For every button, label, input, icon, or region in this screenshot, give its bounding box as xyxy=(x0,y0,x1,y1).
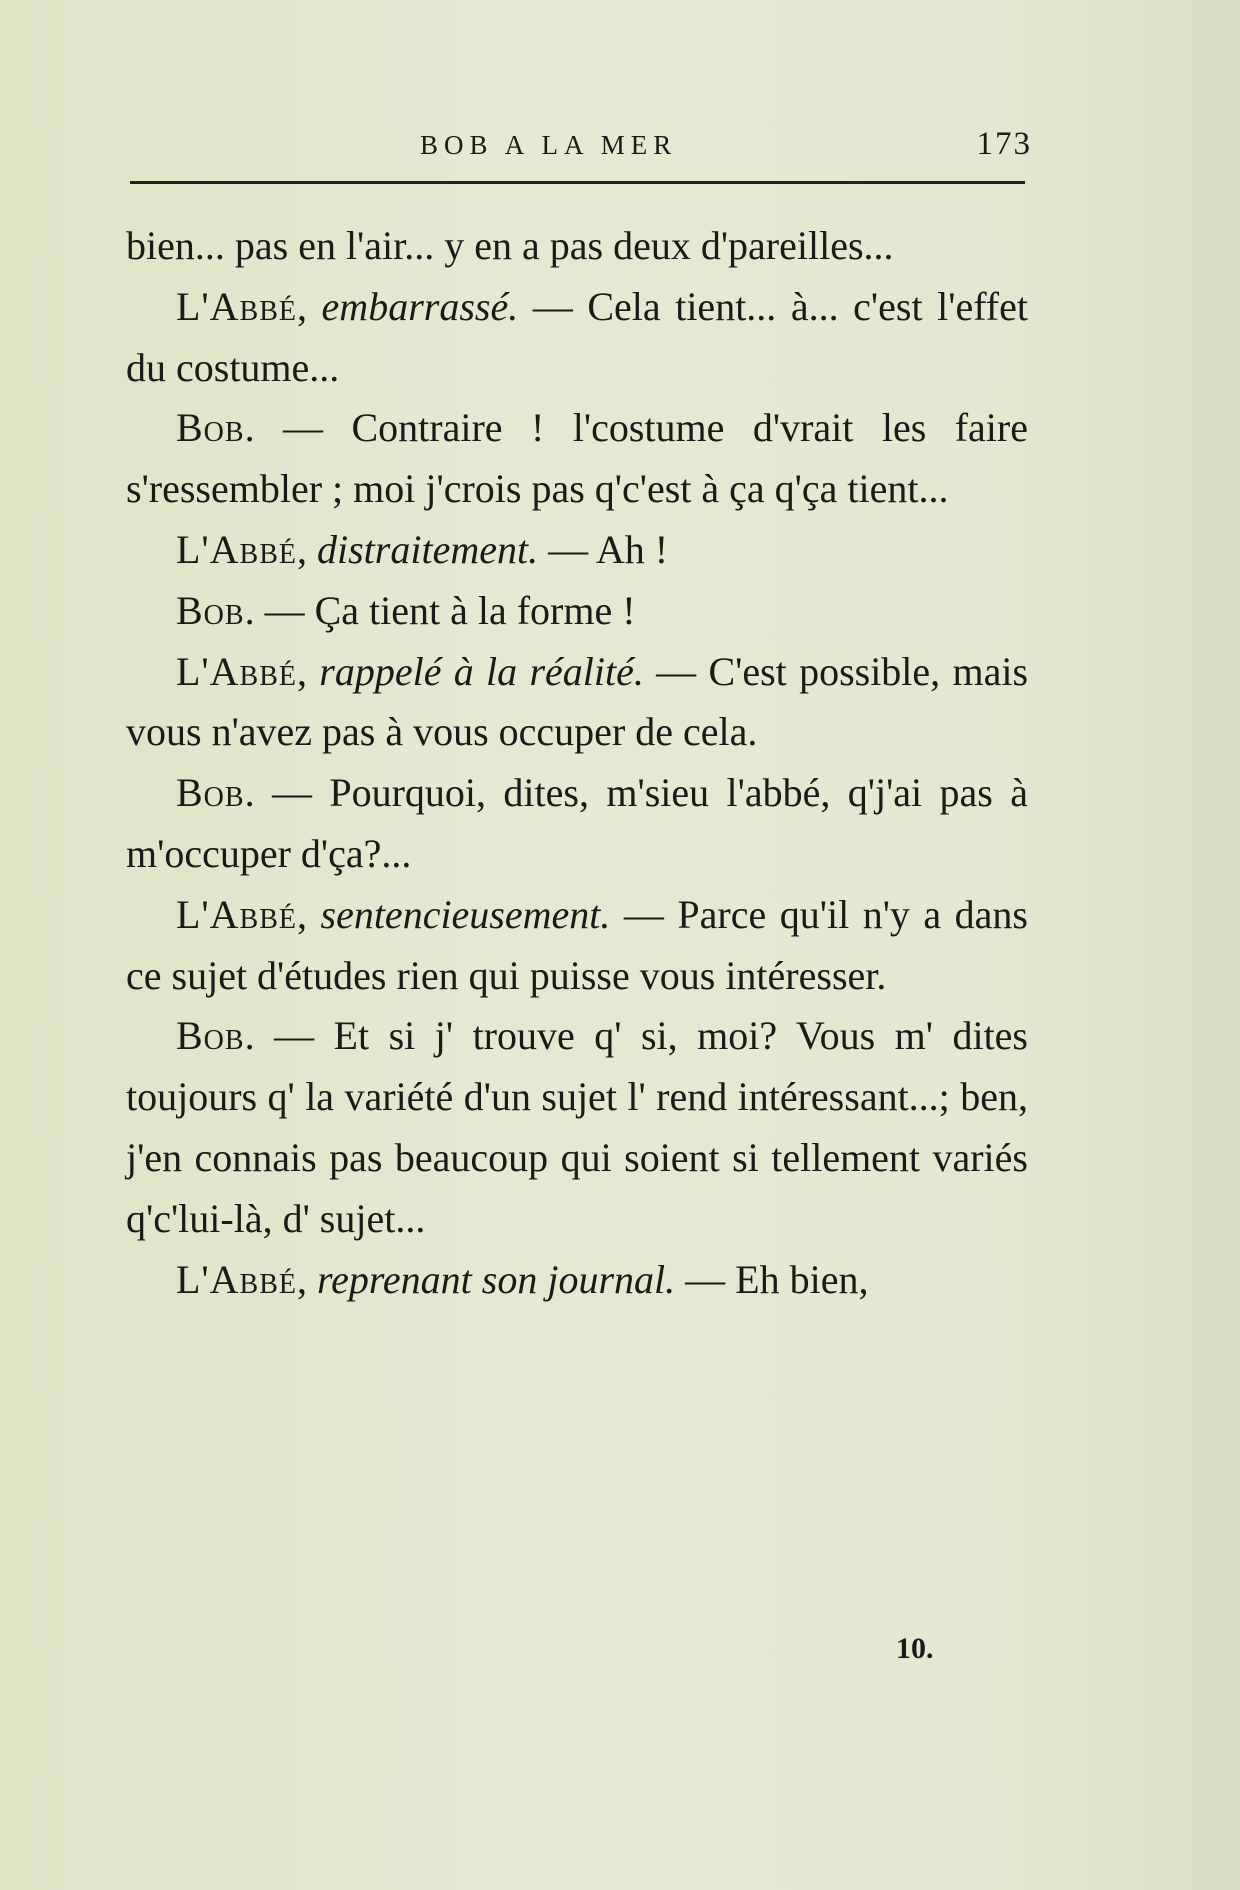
speaker-name: Bob xyxy=(176,1013,245,1059)
spoken-text: , xyxy=(296,526,317,572)
speaker-name: Bob xyxy=(176,587,245,633)
signature-mark: 10. xyxy=(896,1632,934,1665)
dialogue-text xyxy=(126,216,1028,1310)
spoken-text: . — Et si j' trouve q' si, moi? Vous m' dites toujours q' la variété d'un sujet l' rend intéressant...; ben, j'en connais pas beaucoup qui soient si tellement variés q'c'lui-là, d' sujet... xyxy=(126,1013,1028,1241)
speaker-name: Bob xyxy=(176,405,245,451)
dialogue-paragraph xyxy=(126,398,1028,520)
page-number: 173 xyxy=(976,126,1032,162)
dialogue-paragraph xyxy=(126,277,1028,399)
speaker-name: L'Abbé xyxy=(176,526,297,572)
speaker-name: L'Abbé xyxy=(176,891,297,937)
speaker-name: Bob xyxy=(176,770,245,816)
spoken-text: , xyxy=(296,1256,317,1302)
dialogue-paragraph xyxy=(126,520,1028,581)
stage-direction: reprenant son journal. xyxy=(316,1256,676,1302)
spoken-text: , xyxy=(296,283,322,329)
dialogue-paragraph xyxy=(126,642,1028,764)
dialogue-paragraph xyxy=(126,885,1028,1007)
stage-direction: embarrassé. xyxy=(321,283,519,329)
spoken-text: . — Contraire ! l'costume d'vrait les faire s'ressembler ; moi j'crois pas q'c'est à ça q'ça tient... xyxy=(126,405,1028,512)
spoken-text: — C'est possible, mais vous n'avez pas à vous occuper de cela. xyxy=(126,648,1029,755)
spoken-text: bien... pas en l'air... y en a pas deux d'pareilles... xyxy=(126,223,894,268)
spoken-text: , xyxy=(296,648,320,694)
dialogue-paragraph xyxy=(126,216,1028,277)
spoken-text: — Cela tient... à... c'est l'effet du costume... xyxy=(126,283,1028,390)
dialogue-paragraph xyxy=(126,763,1028,885)
running-title: BOB A LA MER xyxy=(420,130,678,160)
stage-direction: rappelé à la réalité. xyxy=(319,648,644,694)
speaker-name: L'Abbé xyxy=(176,648,297,694)
stage-direction: sentencieusement. xyxy=(320,891,611,937)
spoken-text: — Ah ! xyxy=(538,526,669,572)
dialogue-paragraph xyxy=(126,1006,1028,1249)
stage-direction: distraitement. xyxy=(316,526,539,572)
spoken-text: — Parce qu'il n'y a dans ce sujet d'études rien qui puisse vous intéresser. xyxy=(126,891,1029,998)
spoken-text: — Eh bien, xyxy=(675,1256,869,1302)
spoken-text: . — Pourquoi, dites, m'sieu l'abbé, q'j'ai pas à m'occuper d'ça?... xyxy=(126,770,1028,876)
speaker-name: L'Abbé xyxy=(176,283,297,329)
speaker-name: L'Abbé xyxy=(176,1256,297,1302)
spoken-text: . — Ça tient à la forme ! xyxy=(244,587,636,633)
header-rule xyxy=(130,181,1025,184)
dialogue-paragraph xyxy=(126,1250,1028,1311)
dialogue-paragraph xyxy=(126,581,1028,642)
spoken-text: , xyxy=(296,891,321,937)
running-header xyxy=(130,126,1030,166)
